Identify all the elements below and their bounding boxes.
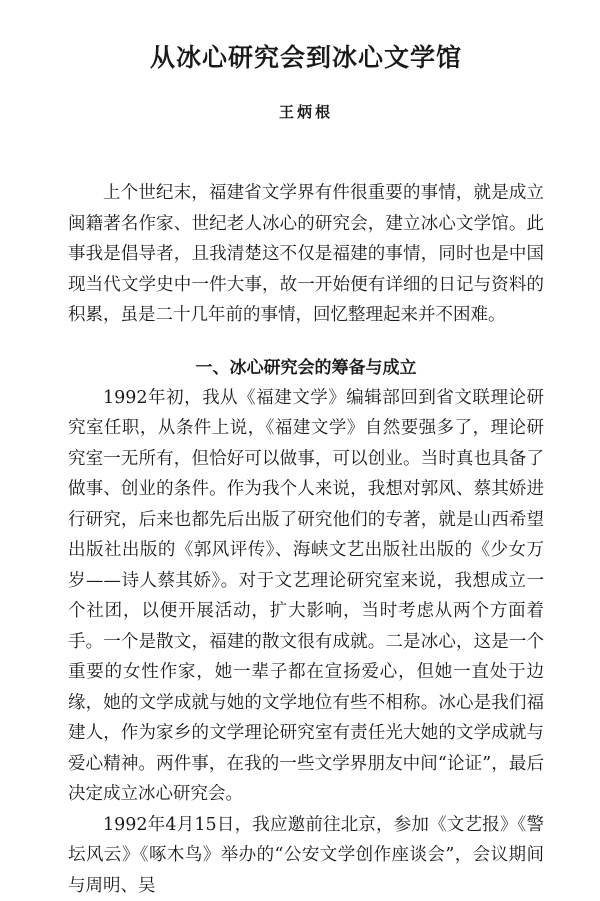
article-title: 从冰心研究会到冰心文学馆 (68, 0, 544, 76)
body-paragraph-1: 1992年初，我从《福建文学》编辑部回到省文联理论研究室任职，从条件上说，《福建文学》自然要强多了，理论研究室一无所有，但恰好可以做事，可以创业。当时真也具备了做事、创业的条件。作为我个人来说，我想对郭风、蔡其娇进行研究，后来也都先后出版了研究他们的专著，就是山西希望出版社出版的《郭风评传》、海峡文艺出版社出版的《少女万岁——诗人蔡其娇》。对于文艺理论研究室来说，我想成立一个社团，以便开展活动，扩大影响，当时考虑从两个方面着手。一个是散文，福建的散文很有成就。二是冰心，这是一个重要的女性作家，她一辈子都在宣扬爱心，但她一直处于边缘，她的文学成就与她的文学地位有些不相称。冰心是我们福建人，作为家乡的文学理论研究室有责任光大她的文学成就与爱心精神。两件事，在我的一些文学界朋友中间“论证”，最后决定成立冰心研究会。 (68, 383, 544, 810)
intro-paragraph: 上个世纪末，福建省文学界有件很重要的事情，就是成立闽籍著名作家、世纪老人冰心的研究会，建立冰心文学馆。此事我是倡导者，且我清楚这不仅是福建的事情，同时也是中国现当代文学史中一件大事，故一开始便有详细的日记与资料的积累，虽是二十几年前的事情，回忆整理起来并不困难。 (68, 178, 544, 331)
section-heading: 一、冰心研究会的筹备与成立 (68, 353, 544, 383)
article-author: 王炳根 (68, 76, 544, 122)
body-paragraph-2: 1992年4月15日，我应邀前往北京，参加《文艺报》《警坛风云》《啄木鸟》举办的“公安文学创作座谈会”，会议期间与周明、吴 (68, 810, 544, 901)
